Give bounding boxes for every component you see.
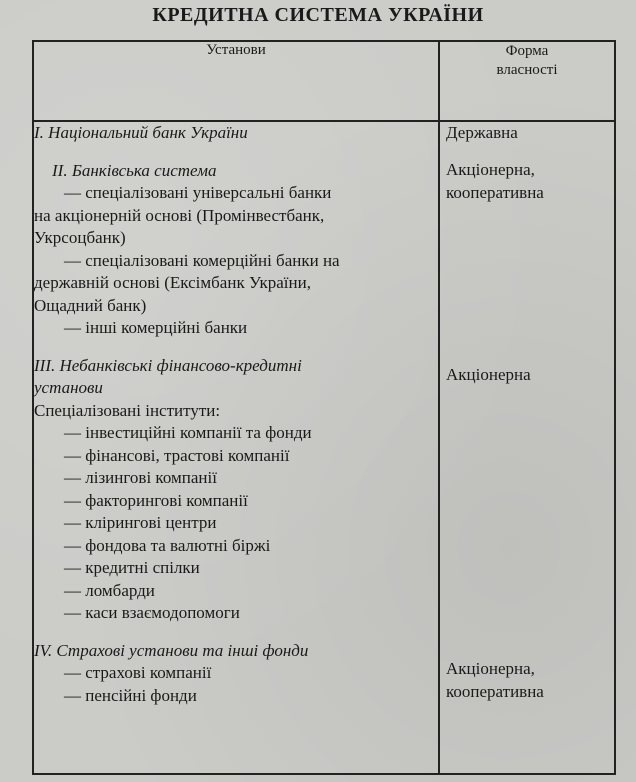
section-3-line: — фондова та валютні біржі xyxy=(64,535,271,555)
section-2-line: — спеціалізовані комерційні банки на xyxy=(64,250,340,270)
header-ownership-line2: власності xyxy=(496,62,558,78)
section-2-heading: II. Банківська система xyxy=(52,160,217,180)
section-1 xyxy=(34,122,438,145)
section-3 xyxy=(34,355,438,625)
ownership-value: кооперативна xyxy=(446,182,544,202)
section-2-line: Ощадний банк) xyxy=(34,295,147,315)
section-3-heading: III. Небанківські фінансово-кредитні xyxy=(34,355,302,375)
credit-system-table xyxy=(32,40,616,775)
section-3-line: — ломбарди xyxy=(64,580,155,600)
section-2-line: — спеціалізовані універсальні банки xyxy=(64,183,332,202)
section-2-line: державній основі (Ексімбанк України, xyxy=(34,273,311,292)
section-3-line: — лізингові компанії xyxy=(64,468,217,487)
ownership-value: Акціонерна xyxy=(446,365,531,384)
section-3-line: — факторингові компанії xyxy=(64,490,248,510)
section-3-line: — клірингові центри xyxy=(64,513,217,532)
ownership-section-3 xyxy=(446,364,531,387)
section-3-line: — інвестиційні компанії та фонди xyxy=(64,423,312,442)
header-institutions: Установи xyxy=(33,41,439,121)
ownership-section-2 xyxy=(446,159,544,204)
ownership-section-1 xyxy=(446,122,518,145)
section-3-line: — кредитні спілки xyxy=(64,558,200,577)
ownership-value: Акціонерна, xyxy=(446,659,535,678)
section-2-line: Укрсоцбанк) xyxy=(34,228,126,247)
ownership-value: кооперативна xyxy=(446,681,544,701)
section-4-heading: IV. Страхові установи та інші фонди xyxy=(34,640,309,660)
section-1-heading: I. Національний банк України xyxy=(34,123,248,142)
section-4-line: — страхові компанії xyxy=(64,663,212,682)
ownership-value: Державна xyxy=(446,123,518,142)
section-2-line: — інші комерційні банки xyxy=(64,318,248,337)
ownership-column xyxy=(439,121,615,774)
section-2 xyxy=(34,160,438,340)
ownership-section-4 xyxy=(446,658,544,703)
section-4-line: — пенсійні фонди xyxy=(64,685,197,705)
page-title: КРЕДИТНА СИСТЕМА УКРАЇНИ xyxy=(152,4,484,26)
section-3-line: — каси взаємодопомоги xyxy=(64,603,240,622)
table-header-row xyxy=(33,41,615,121)
header-ownership xyxy=(439,41,615,121)
section-3-heading-cont: установи xyxy=(34,378,103,397)
ownership-value: Акціонерна, xyxy=(446,160,535,179)
table-body-row xyxy=(33,121,615,774)
section-3-intro: Спеціалізовані інститути: xyxy=(34,400,221,420)
section-4 xyxy=(34,640,438,708)
section-2-line: на акціонерній основі (Промінвестбанк, xyxy=(34,205,325,225)
section-3-line: — фінансові, трастові компанії xyxy=(64,445,290,465)
institutions-column xyxy=(33,121,439,774)
header-ownership-line1: Форма xyxy=(505,43,549,59)
